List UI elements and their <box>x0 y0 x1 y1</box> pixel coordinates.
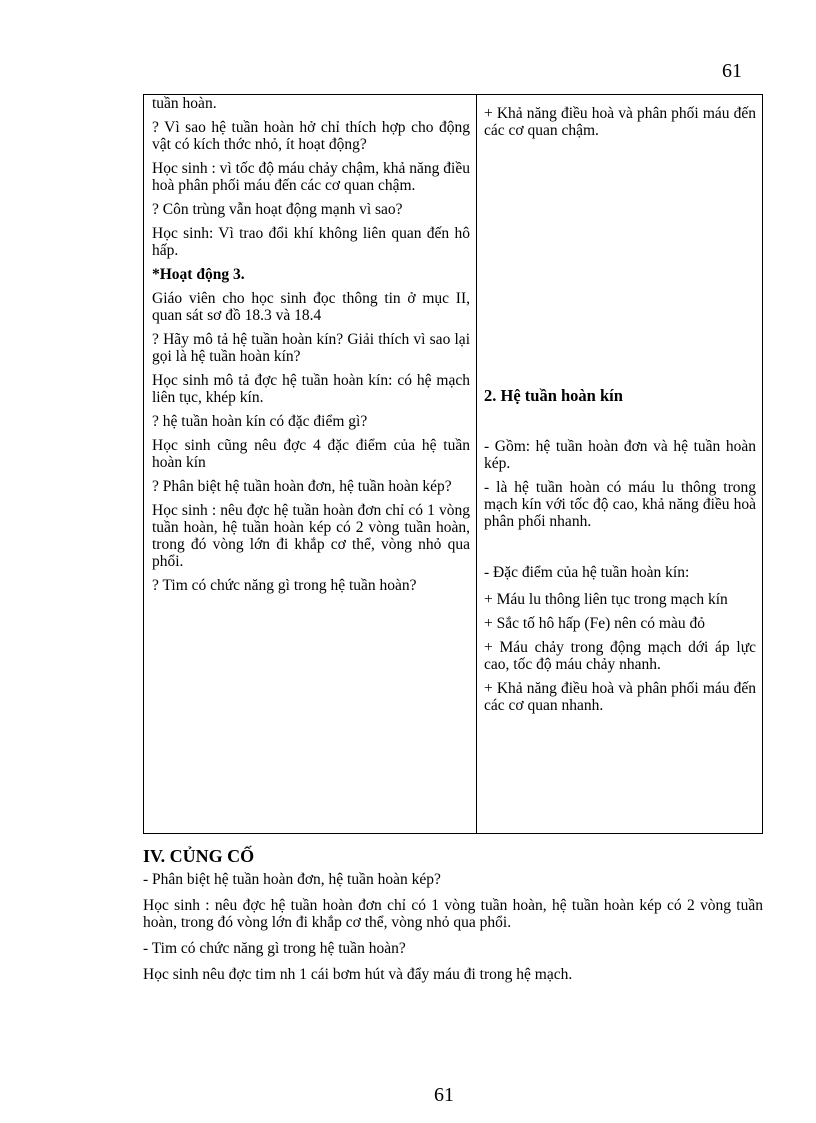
page-number-top: 61 <box>722 60 742 82</box>
left-paragraph: ? Phân biệt hệ tuần hoàn đơn, hệ tuần hoàn kép? <box>152 478 452 495</box>
consolidation-section <box>143 846 763 992</box>
left-paragraph: ? hệ tuần hoàn kín có đặc điểm gì? <box>152 413 368 430</box>
right-paragraph: - Gồm: hệ tuần hoàn đơn và hệ tuần hoàn kép. <box>484 438 756 472</box>
activity-heading: *Hoạt động 3. <box>152 266 245 283</box>
left-paragraph: ? Côn trùng vẫn hoạt động mạnh vì sao? <box>152 201 403 218</box>
lesson-table <box>143 94 763 834</box>
teacher-student-activities-column <box>152 95 470 601</box>
right-paragraph: + Khả năng điều hoà và phân phối máu đến các cơ quan nhanh. <box>484 680 756 714</box>
right-paragraph: + Khả năng điều hoà và phân phối máu đến các cơ quan chậm. <box>484 105 756 139</box>
section-paragraph: - Tim có chức năng gì trong hệ tuần hoàn? <box>143 940 406 957</box>
section-paragraph: Học sinh : nêu đợc hệ tuần hoàn đơn chỉ có 1 vòng tuần hoàn, hệ tuần hoàn kép có 2 vòng tuần hoàn, trong đó vòng lớn đi khắp cơ thể, vòng nhỏ qua phổi. <box>143 897 763 931</box>
right-paragraph: + Sắc tố hô hấp (Fe) nên có màu đỏ <box>484 615 705 632</box>
right-paragraph: + Máu lu thông liên tục trong mạch kín <box>484 591 728 608</box>
left-paragraph: Học sinh cũng nêu đợc 4 đặc điểm của hệ tuần hoàn kín <box>152 437 470 471</box>
left-paragraph: Học sinh: Vì trao đổi khí không liên quan đến hô hấp. <box>152 225 470 259</box>
page-number-bottom: 61 <box>434 1084 454 1106</box>
right-paragraph: - là hệ tuần hoàn có máu lu thông trong mạch kín với tốc độ cao, khả năng điều hoà phân phối nhanh. <box>484 479 756 530</box>
section-paragraph: - Phân biệt hệ tuần hoàn đơn, hệ tuần hoàn kép? <box>143 871 441 888</box>
right-paragraph: + Máu chảy trong động mạch dới áp lực cao, tốc độ máu chảy nhanh. <box>484 639 756 673</box>
left-paragraph: Học sinh : nêu đợc hệ tuần hoàn đơn chỉ có 1 vòng tuần hoàn, hệ tuần hoàn kép có 2 vòng tuần hoàn, trong đó vòng lớn đi khắp cơ thể, vòng nhỏ qua phổi. <box>152 502 470 570</box>
section-paragraph: Học sinh nêu đợc tim nh 1 cái bơm hút và đẩy máu đi trong hệ mạch. <box>143 966 573 983</box>
lesson-content-column <box>484 105 756 721</box>
right-paragraph: - Đặc điểm của hệ tuần hoàn kín: <box>484 564 690 581</box>
left-paragraph: Học sinh mô tả đợc hệ tuần hoàn kín: có hệ mạch liên tục, khép kín. <box>152 372 470 406</box>
left-paragraph: ? Vì sao hệ tuần hoàn hở chỉ thích hợp cho động vật có kích thớc nhỏ, ít hoạt động? <box>152 119 470 153</box>
column-divider <box>476 95 477 833</box>
left-paragraph: ? Hãy mô tả hệ tuần hoàn kín? Giải thích vì sao lại gọi là hệ tuần hoàn kín? <box>152 331 470 365</box>
section-title: IV. CỦNG CỐ <box>143 846 255 866</box>
left-paragraph: Giáo viên cho học sinh đọc thông tin ở mục II, quan sát sơ đồ 18.3 và 18.4 <box>152 290 470 324</box>
left-paragraph: tuần hoàn. <box>152 95 217 112</box>
left-paragraph: ? Tim có chức năng gì trong hệ tuần hoàn? <box>152 577 417 594</box>
left-paragraph: Học sinh : vì tốc độ máu chảy chậm, khả năng điều hoà phân phối máu đến các cơ quan chậm. <box>152 160 470 194</box>
section-heading: 2. Hệ tuần hoàn kín <box>484 386 623 405</box>
